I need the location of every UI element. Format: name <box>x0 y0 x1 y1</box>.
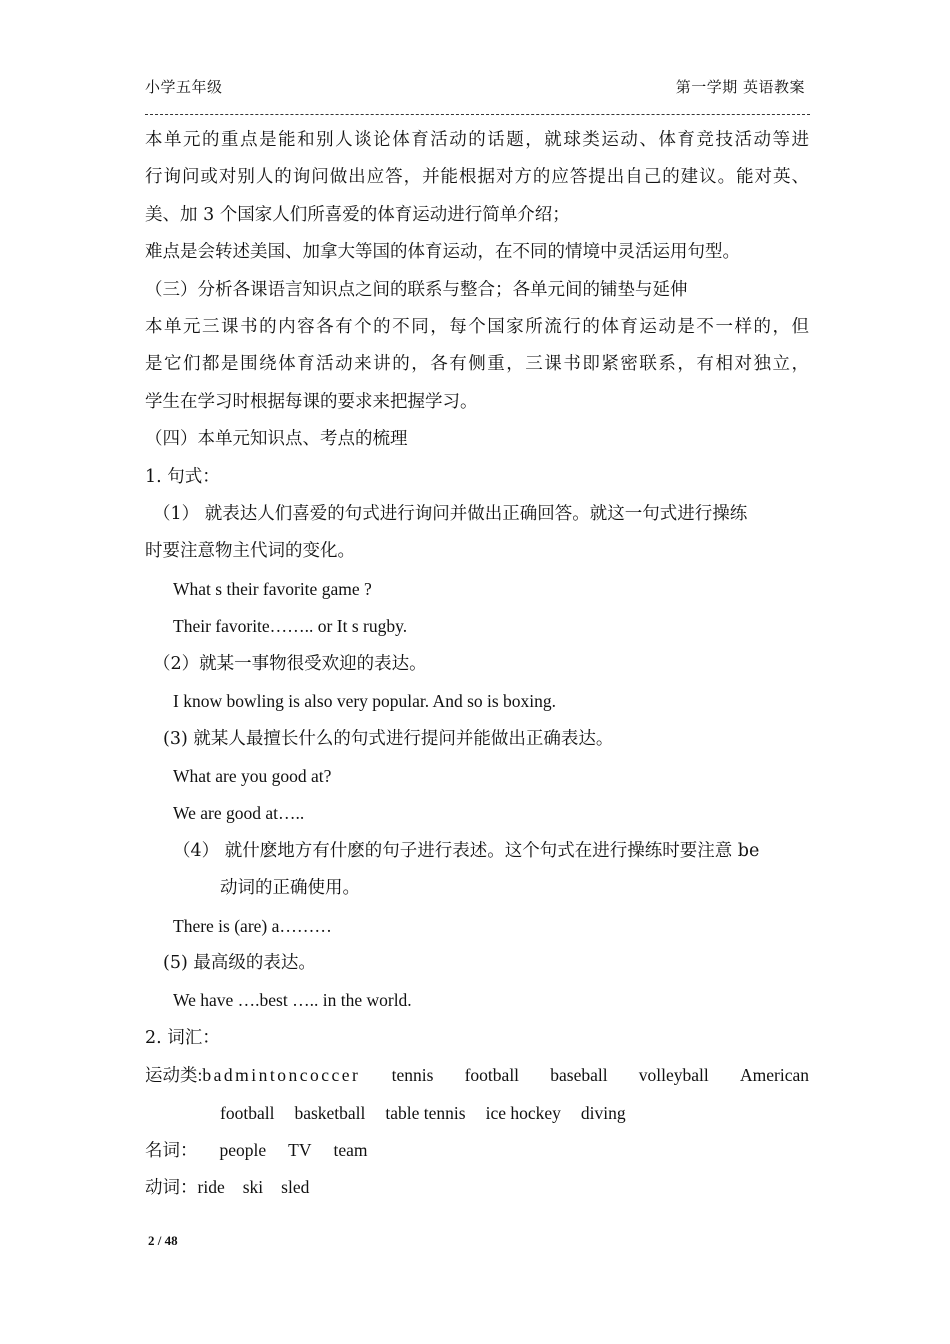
vocab-word: volleyball <box>638 1065 709 1086</box>
vocab-word: TV <box>288 1139 312 1160</box>
vocab-word: tennis <box>391 1065 434 1086</box>
text-line: (3) 就某人最擅长什么的句式进行提问并能做出正确表达。 <box>163 728 614 749</box>
vocab-word: table tennis <box>385 1102 466 1123</box>
text-line: 行询问或对别人的询问做出应答，并能根据对方的应答提出自己的建议。能对英、 <box>145 167 809 188</box>
text-line: 是它们都是围绕体育活动来讲的，各有侧重，三课书即紧密联系，有相对独立， <box>145 354 809 375</box>
text-line: 动词的正确使用。 <box>220 878 360 899</box>
vocab-label: 名词： <box>145 1139 198 1160</box>
text-line: (5) 最高级的表达。 <box>163 952 316 973</box>
document-body <box>145 122 809 1207</box>
text-line: （2）就某一事物很受欢迎的表达。 <box>153 653 427 674</box>
section-heading: （四）本单元知识点、考点的梳理 <box>145 429 408 450</box>
vocab-word: people <box>219 1139 267 1160</box>
text-line: 学生在学习时根据每课的要求来把握学习。 <box>145 391 478 412</box>
page-number: 2 / 48 <box>148 1233 178 1248</box>
vocab-word: football <box>220 1102 275 1123</box>
subsection-heading: 2. 词汇： <box>145 1027 220 1048</box>
vocab-word: badmintoncoccer <box>202 1065 361 1086</box>
vocab-word: team <box>333 1139 368 1160</box>
vocab-verbs-row <box>145 1169 809 1206</box>
vocab-word: football <box>464 1065 520 1086</box>
example-sentence: There is (are) a……… <box>173 915 332 936</box>
example-sentence: We are good at….. <box>173 803 305 824</box>
vocab-word: sled <box>281 1177 310 1198</box>
text-line: 时要注意物主代词的变化。 <box>145 541 355 562</box>
example-sentence: What s their favorite game ? <box>173 578 372 599</box>
header-divider <box>145 114 810 115</box>
vocab-sports-row <box>145 1057 809 1094</box>
vocab-sports-row <box>145 1095 809 1132</box>
vocab-word: basketball <box>294 1102 366 1123</box>
text-line: 难点是会转述美国、加拿大等国的体育运动，在不同的情境中灵活运用句型。 <box>145 242 740 263</box>
header-right: 第一学期 英语教案 <box>675 78 805 96</box>
text-line: 美、加 3 个国家人们所喜爱的体育运动进行简单介绍； <box>145 204 570 225</box>
subsection-heading: 1. 句式： <box>145 466 220 487</box>
vocab-nouns-row <box>145 1132 809 1169</box>
vocab-word: ice hockey <box>485 1102 561 1123</box>
example-sentence: What are you good at? <box>173 765 332 786</box>
vocab-label: 动词： <box>145 1177 198 1198</box>
text-line: 本单元的重点是能和别人谈论体育活动的话题，就球类运动、体育竞技活动等进 <box>145 130 809 150</box>
header-left: 小学五年级 <box>145 78 223 96</box>
text-line: 本单元三课书的内容各有个的不同，每个国家所流行的体育运动是不一样的，但 <box>145 317 809 338</box>
vocab-word: diving <box>580 1102 626 1123</box>
vocab-word: ride <box>197 1177 225 1198</box>
text-line: （1） 就表达人们喜爱的句式进行询问并做出正确回答。就这一句式进行操练 <box>153 504 748 525</box>
vocab-label: 运动类: <box>145 1065 203 1086</box>
vocab-word: baseball <box>550 1065 608 1086</box>
example-sentence: Their favorite…….. or It s rugby. <box>173 616 408 637</box>
vocab-word: ski <box>242 1177 264 1198</box>
example-sentence: I know bowling is also very popular. And so is boxing. <box>173 691 557 712</box>
example-sentence: We have ….best ….. in the world. <box>173 990 412 1011</box>
vocab-word: American <box>739 1065 809 1086</box>
text-line: （4） 就什麽地方有什麽的句子进行表述。这个句式在进行操练时要注意 be <box>173 840 760 861</box>
section-heading: （三）分析各课语言知识点之间的联系与整合；各单元间的铺垫与延伸 <box>145 279 688 300</box>
